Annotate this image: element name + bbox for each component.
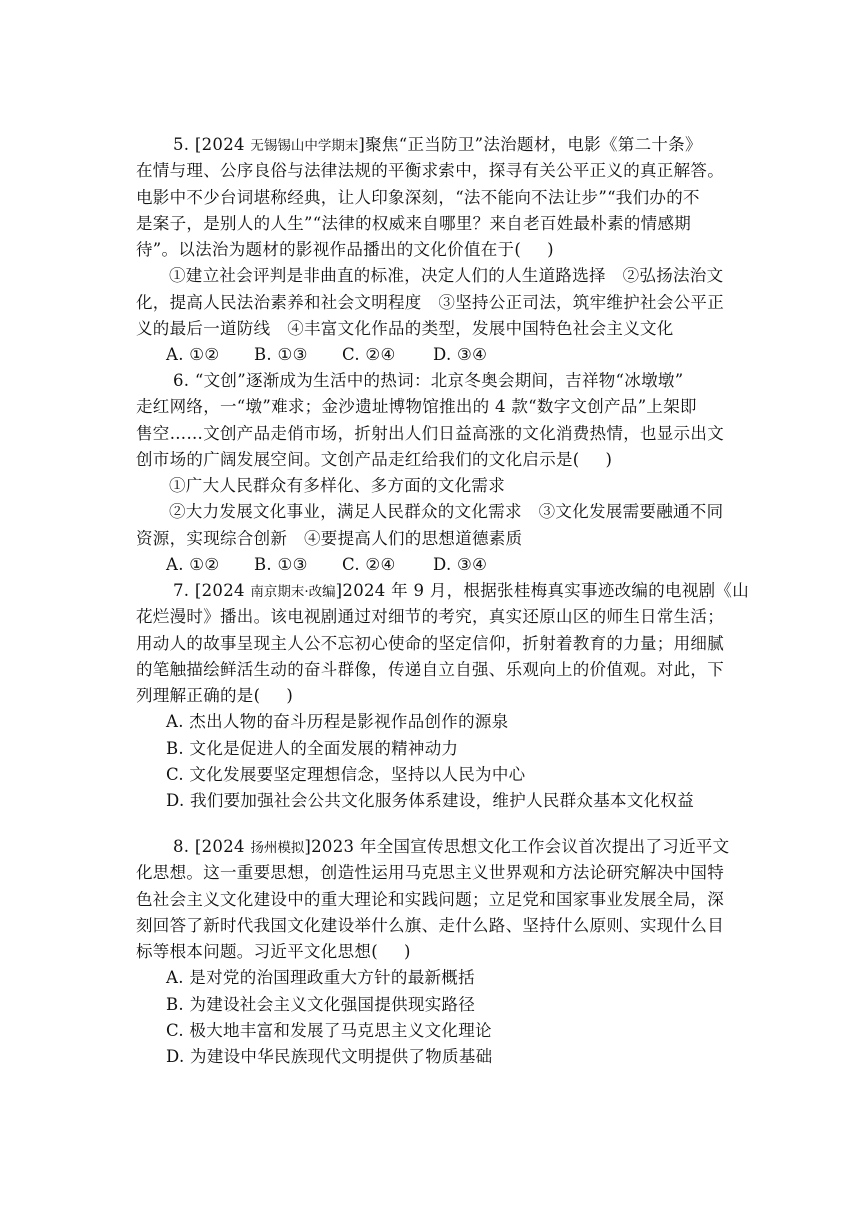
question-5-line-1 bbox=[136, 132, 726, 158]
question-text: ]2024 年 9 月，根据张桂梅真实事迹改编的电视剧《山 bbox=[335, 581, 750, 600]
question-6-line-2: 走红网络，一“墩”难求；金沙遗址博物馆推出的 4 款“数字文创产品”上架即 bbox=[136, 397, 697, 417]
option-b: B. 文化是促进人的全面发展的精神动力 bbox=[166, 738, 459, 758]
question-5-line-3: 电影中不少台词堪称经典，让人印象深刻，“法不能向不法让步”“我们办的不 bbox=[136, 187, 700, 207]
option-a: A. 杰出人物的奋斗历程是影视作品创作的源泉 bbox=[166, 712, 509, 732]
option-d: D. 我们要加强社会公共文化服务体系建设，维护人民群众基本文化权益 bbox=[166, 791, 695, 811]
question-7 bbox=[136, 578, 750, 815]
statement-line: ①广大人民群众有多样化、多方面的文化需求 bbox=[169, 476, 505, 496]
option-c: C. ②④ bbox=[342, 345, 396, 365]
question-text: 列理解正确的是( bbox=[136, 686, 261, 706]
option-b: B. ①③ bbox=[254, 345, 308, 365]
question-number: 8. [2024 bbox=[173, 837, 245, 856]
question-text: 创市场的广阔发展空间。文创产品走红给我们的文化启示是( bbox=[136, 449, 580, 469]
answer-blank-close: ) bbox=[547, 240, 554, 260]
option-b: B. ①③ bbox=[254, 555, 308, 575]
option-c: C. 文化发展要坚定理想信念，坚持以人民为中心 bbox=[166, 765, 526, 785]
question-5-line-2: 在情与理、公序良俗与法律法规的平衡求索中，探寻有关公平正义的真正解答。 bbox=[136, 161, 724, 181]
question-6 bbox=[136, 368, 726, 578]
statement-line: ①建立社会评判是非曲直的标准，决定人们的人生道路选择 ②弘扬法治文 bbox=[169, 266, 724, 286]
answer-blank-close: ) bbox=[605, 449, 613, 469]
options-row bbox=[136, 342, 726, 368]
question-text: ]聚焦“正当防卫”法治题材，电影《第二十条》 bbox=[358, 135, 702, 154]
statement-line: 义的最后一道防线 ④丰富文化作品的类型，发展中国特色社会主义文化 bbox=[136, 319, 674, 339]
question-7-line-5 bbox=[136, 683, 726, 709]
question-text: ]2023 年全国宣传思想文化工作会议首次提出了习近平文 bbox=[304, 837, 730, 856]
answer-blank-close: ) bbox=[403, 942, 411, 962]
question-7-line-4: 的笔触描绘鲜活生动的奋斗群像，传递自立自强、乐观向上的价值观。对此，下 bbox=[136, 659, 724, 679]
question-5-line-5 bbox=[136, 237, 726, 263]
question-source: 无锡锡山中学期末 bbox=[250, 138, 359, 154]
statement-line: 资源，实现综合创新 ④要提高人们的思想道德素质 bbox=[136, 528, 523, 548]
statement-line: ②大力发展文化事业，满足人民群众的文化需求 ③文化发展需要融通不同 bbox=[169, 502, 724, 522]
question-7-line-3: 用动人的故事呈现主人公不忘初心使命的坚定信仰，折射着教育的力量；用细腻 bbox=[136, 633, 724, 653]
option-a: A. ①② bbox=[166, 345, 220, 365]
question-number: 5. [2024 bbox=[173, 135, 245, 154]
statement-line: 化，提高人民法治素养和社会文明程度 ③坚持公正司法，筑牢维护社会公平正 bbox=[136, 292, 724, 312]
option-d: D. 为建设中华民族现代文明提供了物质基础 bbox=[166, 1047, 493, 1067]
question-8-line-3: 色社会主义文化建设中的重大理论和实践问题；立足党和国家事业发展全局，深 bbox=[136, 889, 724, 909]
question-8-line-4: 刻回答了新时代我国文化建设举什么旗、走什么路、坚持什么原则、实现什么目 bbox=[136, 915, 724, 935]
question-text: 待”。以法治为题材的影视作品播出的文化价值在于( bbox=[136, 240, 522, 260]
question-source: 南京期末·改编 bbox=[250, 584, 336, 600]
options-row bbox=[136, 552, 726, 578]
question-8 bbox=[136, 834, 730, 1071]
option-b: B. 为建设社会主义文化强国提供现实路径 bbox=[166, 994, 476, 1014]
question-7-line-2: 花烂漫时》播出。该电视剧通过对细节的考究，真实还原山区的师生日常生活； bbox=[136, 607, 724, 627]
option-c: C. ②④ bbox=[342, 555, 396, 575]
question-source: 扬州模拟 bbox=[250, 840, 305, 856]
question-8-line-1 bbox=[136, 834, 730, 860]
question-8-line-2: 化思想。这一重要思想，创造性运用马克思主义世界观和方法论研究解决中国特 bbox=[136, 863, 724, 883]
question-5-line-4: 是案子，是别人的人生”“法律的权威来自哪里？来自老百姓最朴素的情感期 bbox=[136, 213, 692, 233]
question-8-line-5 bbox=[136, 939, 726, 965]
question-6-line-3: 售空……文创产品走俏市场，折射出人们日益高涨的文化消费热情，也显示出文 bbox=[136, 423, 724, 443]
option-a: A. 是对党的治国理政重大方针的最新概括 bbox=[166, 968, 475, 988]
question-6-line-1: 6. “文创”逐渐成为生活中的热词：北京冬奥会期间，吉祥物“冰墩墩” bbox=[173, 371, 684, 390]
option-d: D. ③④ bbox=[433, 555, 488, 575]
question-5 bbox=[136, 132, 726, 369]
question-text: 标等根本问题。习近平文化思想( bbox=[136, 942, 378, 962]
option-c: C. 极大地丰富和发展了马克思主义文化理论 bbox=[166, 1021, 492, 1041]
option-a: A. ①② bbox=[166, 555, 220, 575]
question-7-line-1 bbox=[136, 578, 750, 604]
question-6-line-4 bbox=[136, 447, 726, 473]
option-d: D. ③④ bbox=[433, 345, 488, 365]
question-number: 7. [2024 bbox=[173, 581, 245, 600]
answer-blank-close: ) bbox=[286, 686, 294, 706]
